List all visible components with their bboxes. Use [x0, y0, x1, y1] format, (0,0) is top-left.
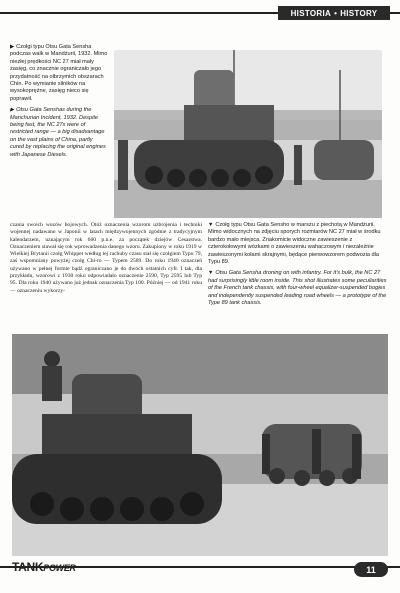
caption-marker-icon: ▼: [208, 222, 214, 228]
brand-sub: POWER: [43, 563, 76, 573]
article-body-text: czania swoich wozów bojowych. Otóż oznaczenia wzorom uzbrojenia i techniki wojennej nadawano w Japonii w latach międzywojennych zgodnie z tradycyjnym kalendarzem, uznającym rok 660 p.n.e. za początek dziejów Cesarstwa. Oznaczeniem stawał się rok wprowadzenia danego wzoru. Zakupiony w roku 1919 w Wielkiej Brytanii czołg Whippet według tej rachuby czasu stał się czołgiem Typu 79, zaś wspomniany powyżej czołg Chi-ro — Typem 2589. Do roku 1940 oznaczeń używano w pełnej formie bądź ograniczano je do dwóch ostatnich cyfr. I tak, dla przykładu, wzorowi z 1930 roku odpowiadało oznaczenie 2590, Typ 2595 lub Typ 95. Dla roku 1940 używano już jednak oznaczenia Typ 100. Później — od 1941 roku — oznaczeniu wykorzy-: [10, 222, 202, 294]
mid-caption-en: Otsu Gata Sensha droning on with infantry. For it's bulk, the NC 27 had surprisingly little room inside. This shot illustrates some peculiarities of the French tank chassis, with four-wheel equalizer-suspended bogies and independently suspended leading road wheels — a prototype of the Type 89 tank chassis.: [208, 270, 387, 307]
page-number: 11: [354, 562, 388, 577]
top-caption: [10, 44, 108, 163]
caption-marker-icon: ▼: [208, 270, 214, 277]
section-label-pl: HISTORIA: [290, 8, 332, 18]
top-caption-pl: Czołgi typu Otsu Gata Sensha podczas walk w Mandżurii, 1932. Mimo niezłej prędkości NC 27 miał mały zasięg, co znacznie ograniczało jego przydatność na olbrzymich obszarach Chin. Po wymianie silników na wysokoprężne, zasięg nieco się poprawił.: [10, 44, 108, 102]
mid-caption: [208, 222, 388, 311]
photo-tank-with-infantry: [12, 334, 388, 556]
section-header: [278, 6, 390, 20]
section-separator: •: [334, 8, 338, 18]
magazine-logo: [12, 560, 76, 574]
caption-marker-icon: ▶: [10, 107, 15, 114]
mid-caption-pl: Czołg typu Otsu Gata Sensho w marszu z piechotą w Mandżurii. Mimo widocznych na zdjęciu sporych rozmiarów NC 27 miał w środku bardzo mało miejsca. Znakomicie widoczne zawieszenie z czterokołowymi wózkami o zawieszeniu wahaczowym i niezależnie zawieszonymi kołami skrajnymi, będące pierwowzorem podwozia dla Typu 89.: [208, 222, 381, 266]
top-caption-en: Otsu Gata Senshas during the Manchurian Incident, 1932. Despite being fast, the NC 27s were of restricted range — a big disadvantage on the vast plains of China, partly cured by replacing the original engines with Japanese Diesels.: [10, 107, 106, 158]
caption-marker-icon: ▶: [10, 44, 15, 50]
article-body: [10, 222, 202, 295]
photo-tanks-manchuria: [114, 50, 382, 218]
brand-main: TANK: [12, 560, 44, 574]
section-label-en: HISTORY: [340, 8, 378, 18]
